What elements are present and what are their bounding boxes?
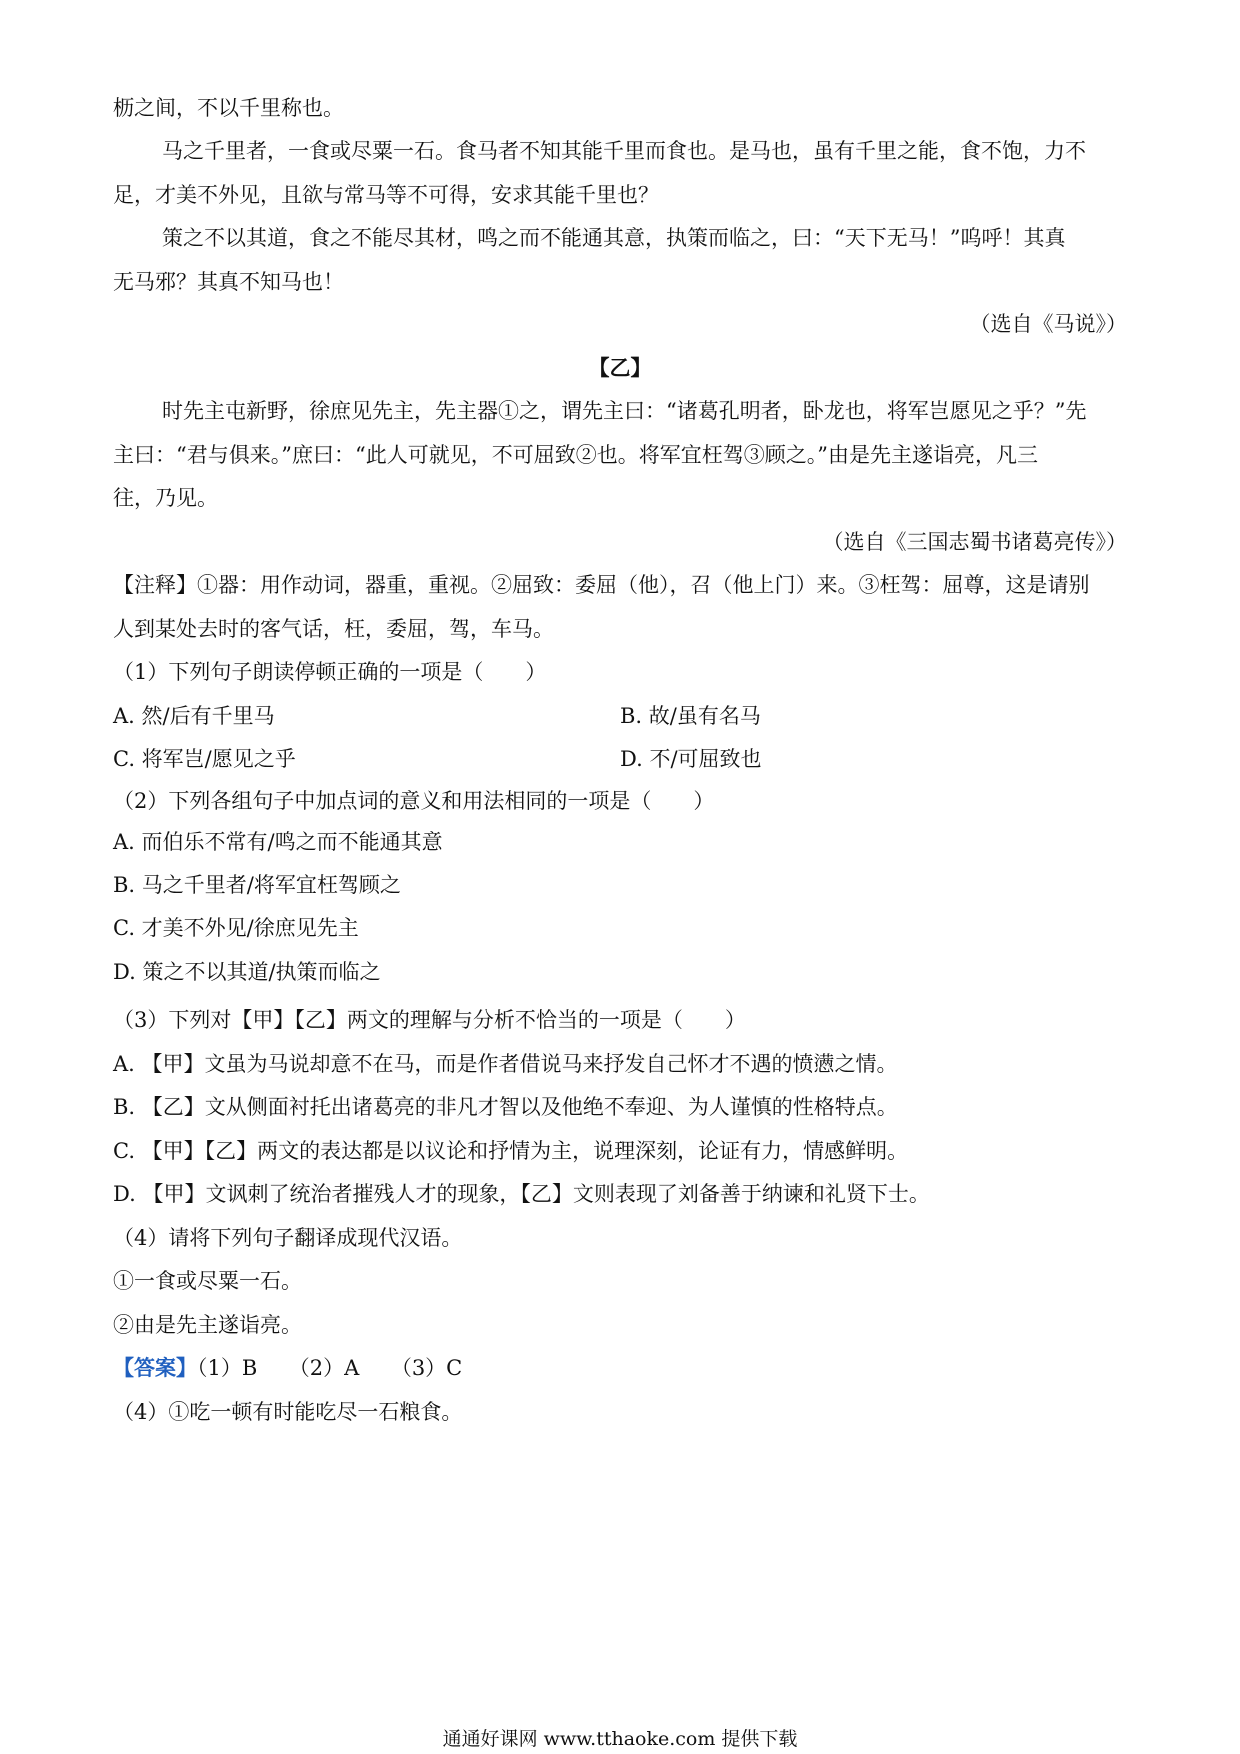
passage-b-source: （选自《三国志蜀书诸葛亮传》） xyxy=(822,530,1127,554)
question-2-option-a: A. 而伯乐不常有/鸣之而不能通其意 xyxy=(113,830,443,854)
passage-b-line: 主曰：“君与俱来。”庶曰：“此人可就见，不可屈致②也。将军宜枉驾③顾之。”由是先主遂诣亮，凡三 xyxy=(113,443,1038,467)
question-4-sentence: ②由是先主遂诣亮。 xyxy=(113,1313,302,1337)
question-1-option-d: D. 不/可屈致也 xyxy=(620,747,762,771)
passage-a-line: 马之千里者，一食或尽粟一石。食马者不知其能千里而食也。是马也，虽有千里之能，食不饱，力不 xyxy=(162,139,1086,163)
passage-b-line: 往，乃见。 xyxy=(113,486,218,510)
question-4-sentence: ①一食或尽粟一石。 xyxy=(113,1269,302,1293)
question-2-option-c: C. 才美不外见/徐庶见先主 xyxy=(113,916,359,940)
question-1-option-a: A. 然/后有千里马 xyxy=(113,704,275,728)
passage-a-line: 无马邪？其真不知马也！ xyxy=(113,270,344,294)
page-footer: 通通好课网 www.tthaoke.com 提供下载 xyxy=(442,1728,798,1750)
question-4-stem: （4）请将下列句子翻译成现代汉语。 xyxy=(113,1226,463,1250)
question-3-option-a: A. 【甲】文虽为马说却意不在马，而是作者借说马来抒发自己怀才不遇的愤懑之情。 xyxy=(113,1052,898,1076)
question-3-stem: （3）下列对【甲】【乙】两文的理解与分析不恰当的一项是（ ） xyxy=(113,1008,746,1032)
answer-line xyxy=(113,1353,1127,1383)
question-2-stem: （2）下列各组句子中加点词的意义和用法相同的一项是（ ） xyxy=(113,789,715,813)
passage-a-line: 策之不以其道，食之不能尽其材，鸣之而不能通其意，执策而临之，曰：“天下无马！”呜呼！其真 xyxy=(162,226,1066,250)
question-1-stem: （1）下列句子朗读停顿正确的一项是（ ） xyxy=(113,660,547,684)
question-2-option-d: D. 策之不以其道/执策而临之 xyxy=(113,960,381,984)
passage-b-line: 时先主屯新野，徐庶见先主，先主器①之，谓先主曰：“诸葛孔明者，卧龙也，将军岂愿见之乎？”先 xyxy=(162,399,1087,423)
question-1-option-b: B. 故/虽有名马 xyxy=(620,704,761,728)
answer-choices: （1）B （2）A （3）C xyxy=(197,1356,463,1380)
answer-translation: （4）①吃一顿有时能吃尽一石粮食。 xyxy=(113,1400,463,1424)
question-2-option-b: B. 马之千里者/将军宜枉驾顾之 xyxy=(113,873,401,897)
question-3-option-b: B. 【乙】文从侧面衬托出诸葛亮的非凡才智以及他绝不奉迎、为人谨慎的性格特点。 xyxy=(113,1095,898,1119)
notes-line: 【注释】①器：用作动词，器重，重视。②屈致：委屈（他），召（他上门）来。③枉驾：屈尊，这是请别 xyxy=(113,573,1090,597)
question-1-option-c: C. 将军岂/愿见之乎 xyxy=(113,747,296,771)
passage-a-line: 足，才美不外见，且欲与常马等不可得，安求其能千里也？ xyxy=(113,183,659,207)
question-3-option-d: D. 【甲】文讽刺了统治者摧残人才的现象，【乙】文则表现了刘备善于纳谏和礼贤下士。 xyxy=(113,1182,930,1206)
question-3-option-c: C. 【甲】【乙】两文的表达都是以议论和抒情为主，说理深刻，论证有力，情感鲜明。 xyxy=(113,1139,909,1163)
passage-b-heading: 【乙】 xyxy=(588,355,652,380)
answer-label: 【答案】 xyxy=(113,1355,197,1380)
passage-a-source: （选自《马说》） xyxy=(969,312,1127,336)
passage-a-line: 枥之间，不以千里称也。 xyxy=(113,96,344,120)
notes-line: 人到某处去时的客气话，枉，委屈，驾，车马。 xyxy=(113,617,554,641)
